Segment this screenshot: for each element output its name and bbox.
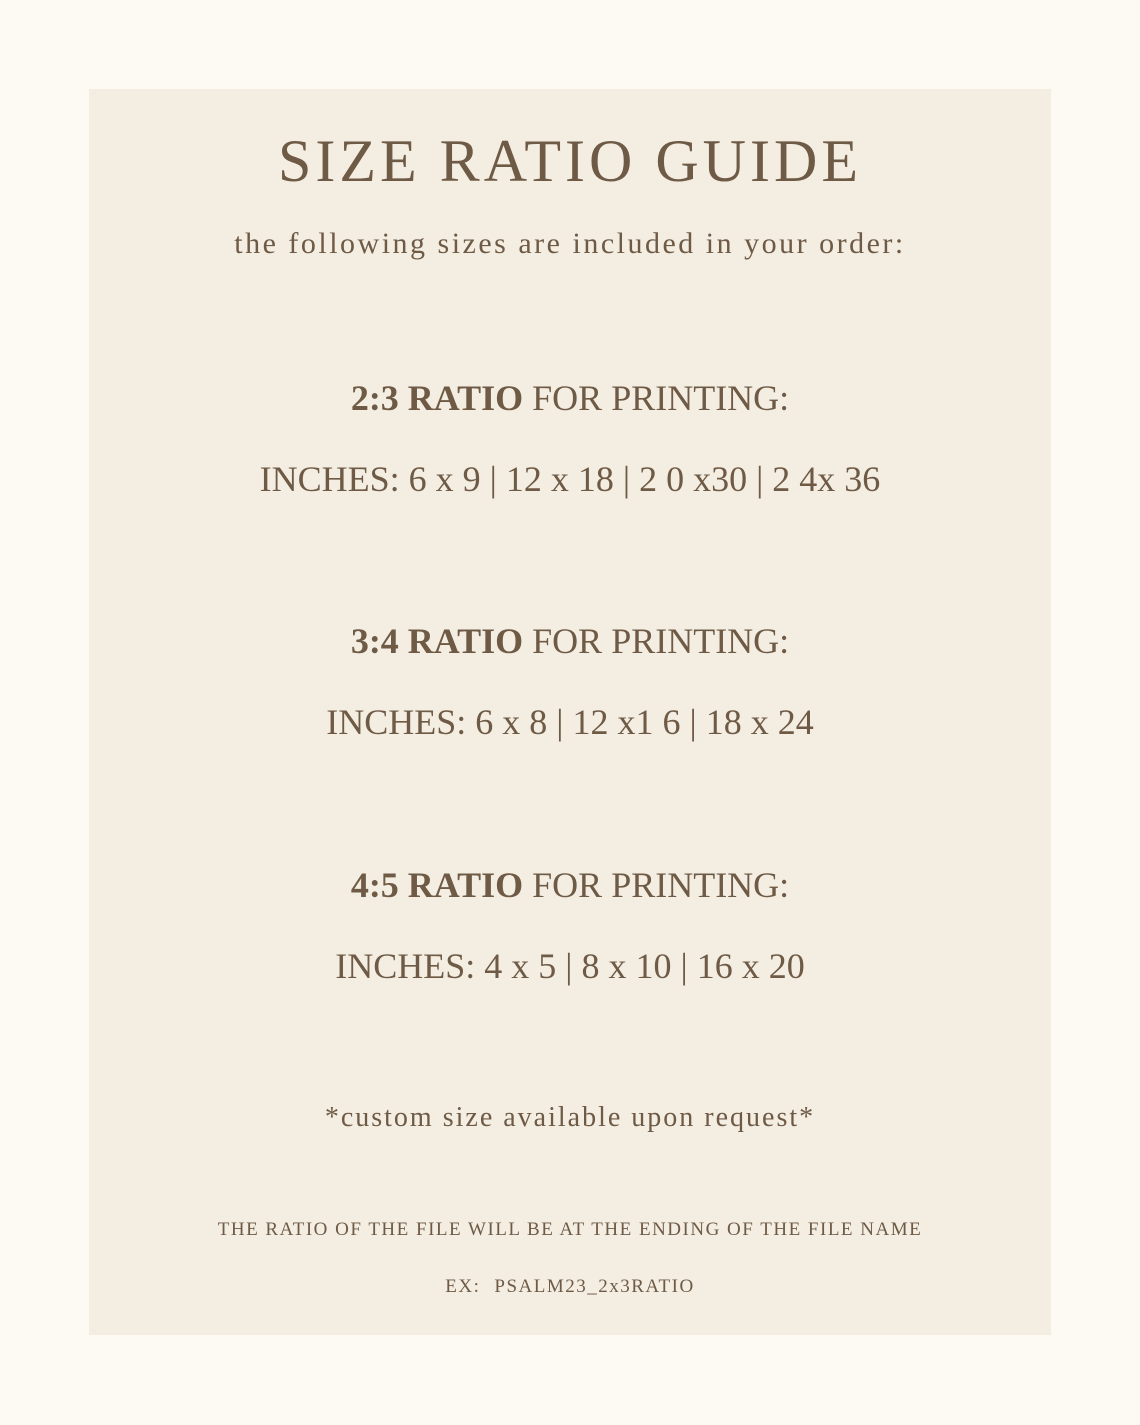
file-name-example <box>89 1276 1051 1298</box>
page-title: SIZE RATIO GUIDE <box>278 128 862 194</box>
ratio-sizes-4x5: INCHES: 4 x 5 | 8 x 10 | 16 x 20 <box>335 946 805 986</box>
ratio-heading-suffix: FOR PRINTING: <box>523 621 790 661</box>
ratio-heading-3x4 <box>89 620 1051 662</box>
ratio-heading-2x3 <box>89 377 1051 419</box>
ratio-heading-suffix: FOR PRINTING: <box>523 865 790 905</box>
example-prefix: EX: <box>445 1276 481 1297</box>
ratio-heading-4x5 <box>89 864 1051 906</box>
ratio-sizes-3x4: INCHES: 6 x 8 | 12 x1 6 | 18 x 24 <box>326 702 814 742</box>
ratio-sizes-2x3: INCHES: 6 x 9 | 12 x 18 | 2 0 x30 | 2 4x 36 <box>259 459 881 499</box>
file-name-footnote: THE RATIO OF THE FILE WILL BE AT THE ENDING OF THE FILE NAME <box>217 1219 923 1240</box>
size-guide-card <box>89 89 1051 1335</box>
ratio-label: 2:3 RATIO <box>350 378 524 418</box>
page-subtitle: the following sizes are included in your order: <box>234 227 906 260</box>
custom-size-note: *custom size available upon request* <box>324 1102 816 1133</box>
ratio-label: 3:4 RATIO <box>350 621 524 661</box>
example-filename: PSALM23_2x3RATIO <box>494 1276 695 1297</box>
ratio-heading-suffix: FOR PRINTING: <box>523 378 790 418</box>
ratio-label: 4:5 RATIO <box>350 865 524 905</box>
